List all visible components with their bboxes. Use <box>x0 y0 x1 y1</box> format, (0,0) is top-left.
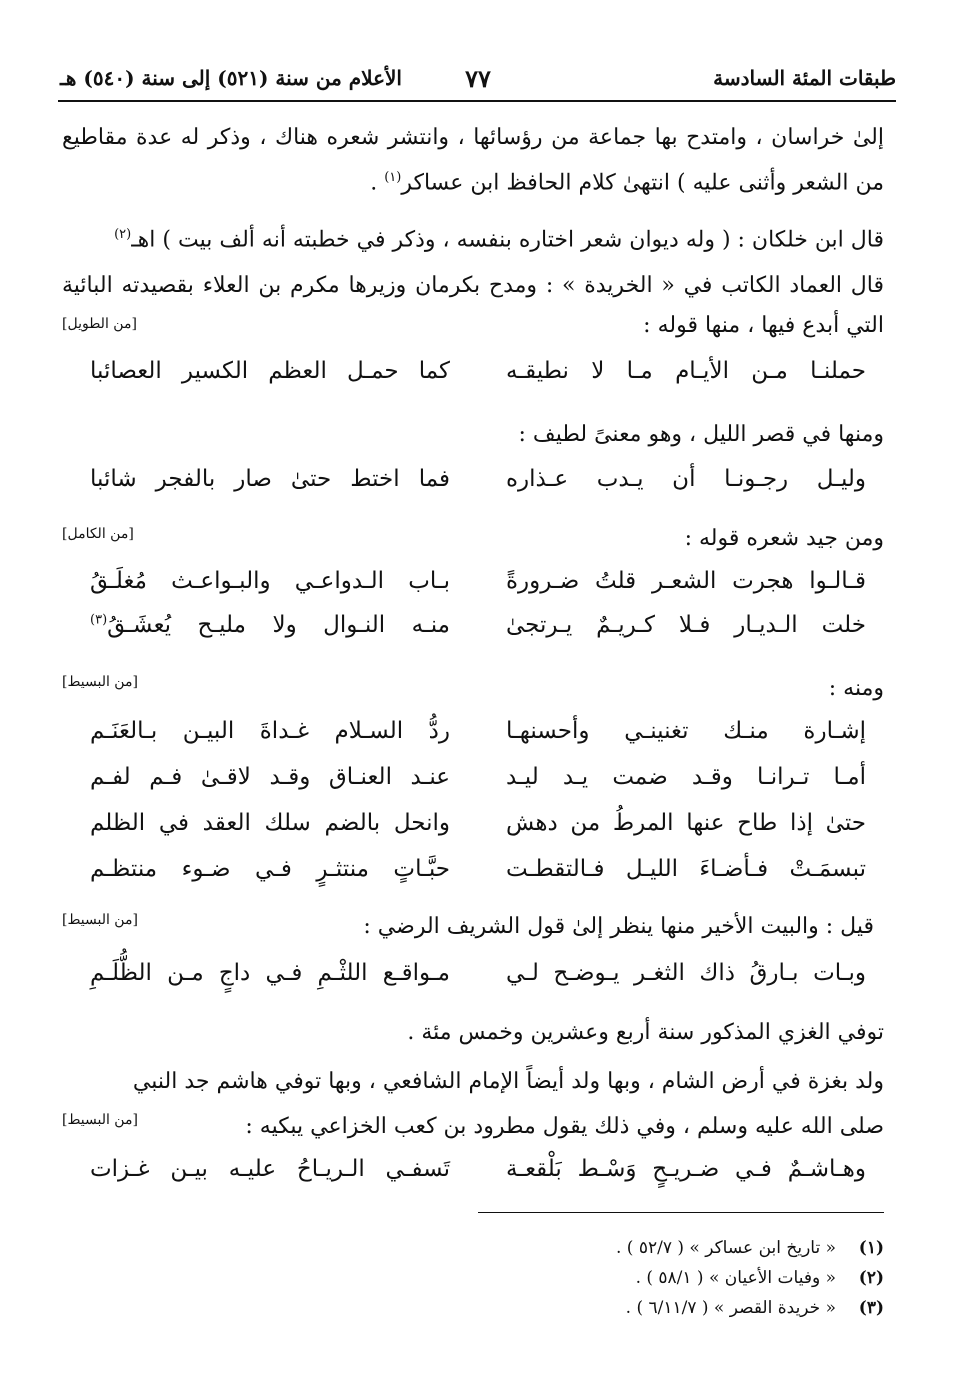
verse-hemistich-second: بـاب الـدواعـي والبـواعـث مُغلَـقُ <box>90 568 450 594</box>
text-line: . <box>370 170 385 196</box>
footnote-text: « وفيات الأعيان » ( ٥٨/١ ) . <box>635 1268 836 1288</box>
footnote-text: « خريدة القصر » ( ٦/١١/٧ ) . <box>625 1298 836 1318</box>
footnote <box>626 1298 884 1318</box>
text-line: قيل : والبيت الأخير منها ينظر إلىٰ قول الشريف الرضي : <box>363 914 874 939</box>
verse-hemistich-first: أمـا تـرانـا وقـد ضمت يـد ليـد <box>506 764 866 790</box>
verse-hemistich-second <box>90 612 450 638</box>
meter-tag: [من البسيط] <box>62 912 138 928</box>
text-line: قال العماد الكاتب في « الخريدة » : ومدح بكرمان وزيرها مكرم بن العلاء بقصيدته <box>121 273 884 298</box>
footnote-ref: (٣) <box>90 612 108 628</box>
verse-hemistich-first: حملنـا مـن الأيـام مـا لا نطيقـه <box>506 358 866 384</box>
text-line: ومنها في قصر الليل ، وهو معنىً لطيف : <box>518 422 884 447</box>
verse-line <box>90 810 866 848</box>
verse-line <box>90 960 866 998</box>
footnote <box>636 1268 884 1288</box>
paragraph-imad <box>62 266 884 346</box>
page-number: ٧٧ <box>465 63 491 93</box>
text-line: ولد بغزة في أرض الشام ، وبها ولد أيضاً الإمام الشافعي ، وبها توفي هاشم جد النبي <box>132 1069 884 1094</box>
verse-hemistich-first: قـالـوا هجرت الشعـر قلتُ ضـرورةً <box>506 568 866 594</box>
verse-hemistich-first: خلت الـديـار فـلا كـريـمٌ يـرتجىٰ <box>506 612 866 638</box>
verse-hemistich-second: كما حمـل العظم الكسير العصائبا <box>90 358 450 384</box>
verse-hemistich-second: حبَّـاتٍ منتثـرٍ فـي ضـوء منتظـم <box>90 856 450 882</box>
text-line: توفي الغزي المذكور سنة أربع وعشرين وخمس مئة . <box>407 1020 884 1045</box>
verse-hemistich-second: وانحل بالضم سلك العقد في الظلم <box>90 810 450 836</box>
verse-line <box>90 1156 866 1194</box>
footnote-rule <box>478 1212 884 1213</box>
verse-line <box>90 358 866 396</box>
verse-hemistich-second: مـواقـع اللثْـمِ فـي داجٍ مـن الظُّلَـمِ <box>90 960 450 986</box>
verse-line <box>90 856 866 894</box>
verse-hemistich-first: إشـارة منـك تغنينـي وأحسنهـا <box>506 718 866 744</box>
verse-hemistich-first: حتىٰ إذا طاح عنها المرطُ من دهش <box>506 810 866 836</box>
footnote-text: « تاريخ ابن عساكر » ( ٥٢/٧ ) . <box>615 1238 836 1258</box>
verse-hemistich-first: وليـل رجـونـا أن يـدب عـذاره <box>506 466 866 492</box>
text-line-ibn-khallikan <box>62 218 884 257</box>
verse-hemistich-first: وهـاشـمٌ فـي ضـريـحٍ وَسْـط بَلْقعـة <box>506 1156 866 1182</box>
text-line: ومنه : <box>828 676 884 701</box>
paragraph-khorasan <box>62 118 884 203</box>
header-rule <box>58 100 896 102</box>
meter-tag: [من البسيط] <box>62 1112 138 1128</box>
verse-line <box>90 466 866 504</box>
meter-tag: [من البسيط] <box>62 674 138 690</box>
verse-line <box>90 764 866 802</box>
verse-hemistich-second: عنـد العنـاق وقـد لاقـىٰ فـم لفـم <box>90 764 450 790</box>
meter-tag: [من الطويل] <box>62 316 137 332</box>
running-header <box>60 58 896 98</box>
verse-line <box>90 718 866 756</box>
footnote <box>616 1238 884 1258</box>
text-line: من الشعر وأثنى عليه ) انتهىٰ كلام الحافظ ابن عساكر <box>401 170 884 196</box>
footnote-number: (٣) <box>858 1298 884 1318</box>
footnote-number: (١) <box>858 1238 884 1258</box>
header-section-title: طبقات المئة السادسة <box>713 66 896 90</box>
verse-hemistich-first: وبـات بـارقُ ذاك الثغـر يـوضـح لـي <box>506 960 866 986</box>
verse-line <box>90 612 866 650</box>
text-line: قال ابن خلكان : ( وله ديوان شعر اختاره بنفسه ، وذكر في خطبته أنه ألف بيت ) اهـ <box>131 227 884 253</box>
text-line: صلى الله عليه وسلم ، وفي ذلك يقول مطرود بن كعب الخزاعي يبكيه : <box>245 1114 884 1139</box>
footnote-ref: (٢) <box>114 227 132 242</box>
verse-line <box>90 568 866 606</box>
paragraph-ghazza <box>62 1062 884 1102</box>
verse-hemistich-second: فما اختط حتىٰ صار بالفجر شائبا <box>90 466 450 492</box>
verse-hemistich-second: تَسفـي الـريـاحُ عليـه بيـن غـزات <box>90 1156 450 1182</box>
text-line: البائية التي أبدع فيها ، منها قوله : <box>62 273 884 338</box>
footnote-number: (٢) <box>858 1268 884 1288</box>
header-year-range: الأعلام من سنة (٥٢١) إلى سنة (٥٤٠) هـ <box>60 66 402 90</box>
verse-hemistich-first: تبسمَـتْ فـأضـاءَ الليـل فـالتقطـت <box>506 856 866 882</box>
meter-tag: [من الكامل] <box>62 526 134 542</box>
verse-hemistich-second: ردُّ السـلام غـداةَ البيـن بـالعَنَـم <box>90 718 450 744</box>
text-line: إلىٰ خراسان ، وامتدح بها جماعة من رؤسائها ، وانتشر شعره هناك ، وذكر له عدة مقاطيع <box>62 125 884 150</box>
verse-text: منـه النـوال ولا مليـح يُعشَـقُ <box>107 612 450 638</box>
text-line: ومن جيد شعره قوله : <box>684 526 884 551</box>
footnote-ref: (١) <box>384 170 402 185</box>
